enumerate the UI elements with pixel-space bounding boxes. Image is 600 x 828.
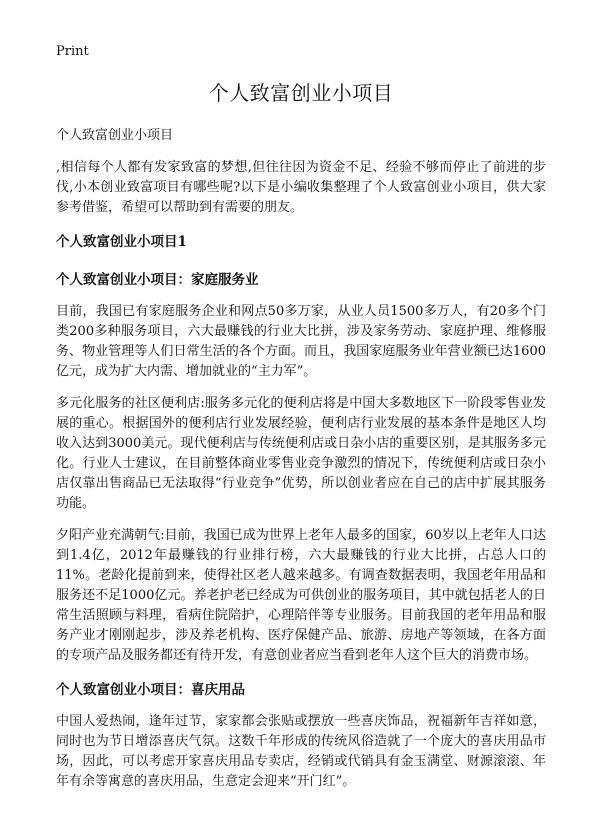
paragraph-convenience-store: 多元化服务的社区便利店:服务多元化的便利店将是中国大多数地区下一阶段零售业发展的重心。根据国外的便利店行业发展经验，便利店行业发展的基本条件是地区人均收入达到3000美元。现代便利店与传统便利店或日杂小店的重要区别，是其服务多元化。行业人士建议，在目前整体商业零售业竞争激烈的情况下，传统便利店或日杂小店仅靠出售商品已无法取得“行业竞争”优势，所以创业者应在自己的店中扩展其服务功能。 bbox=[56, 396, 546, 511]
page-title: 个人致富创业小项目 bbox=[208, 81, 394, 105]
paragraph-festive-goods: 中国人爱热闹，逢年过节，家家都会张贴或摆放一些喜庆饰品，祝福新年吉祥如意，同时也为节日增添喜庆气氛。这数千年形成的传统风俗造就了一个庞大的喜庆用品市场，因此，可以考虑开家喜庆用品专卖店，经销或代销具有金玉满堂、财源滚滚、年年有余等寓意的喜庆用品，生意定会迎来“开门红”。 bbox=[56, 714, 546, 789]
intro-paragraph: ,相信每个人都有发家致富的梦想,但往往因为资金不足、经验不够而停止了前进的步伐,小本创业致富项目有哪些呢?以下是小编收集整理了个人致富创业小项目，供大家参考借鉴，希望可以帮助到有需要的朋友。 bbox=[56, 160, 546, 215]
paragraph-home-services: 目前，我国已有家庭服务企业和网点50多万家，从业人员1500多万人，有20多个门类200多种服务项目，六大最赚钱的行业大比拼，涉及家务劳动、家庭护理、维修服务、物业管理等人们日常生活的各个方面。而且，我国家庭服务业年营业额已达1600亿元，成为扩大内需、增加就业的“主力军”。 bbox=[56, 304, 546, 379]
section-heading-1: 个人致富创业小项目1 bbox=[56, 234, 187, 250]
paragraph-elderly-industry: 夕阳产业充满朝气:目前，我国已成为世界上老年人最多的国家，60岁以上老年人口达到1.4亿，2012年最赚钱的行业排行榜，六大最赚钱的行业大比拼，占总人口的11%。老龄化提前到来，使得社区老人越来越多。有调查数据表明，我国老年用品和服务还不足1000亿元。养老护老已经成为可供创业的服务项目，其中就包括老人的日常生活照顾与料理，看病住院陪护，心理陪伴等专业服务。目前我国的老年用品和服务产业才刚刚起步，涉及养老机构、医疗保健产品、旅游、房地产等领域，在各方面的专项产品及服务都还有待开发，有意创业者应当看到老年人这个巨大的消费市场。 bbox=[56, 528, 546, 663]
subsection-heading-home-services: 个人致富创业小项目：家庭服务业 bbox=[56, 272, 259, 288]
print-link[interactable]: Print bbox=[56, 44, 89, 59]
subtitle: 个人致富创业小项目 bbox=[56, 128, 174, 143]
subsection-heading-festive-goods: 个人致富创业小项目：喜庆用品 bbox=[56, 682, 245, 698]
